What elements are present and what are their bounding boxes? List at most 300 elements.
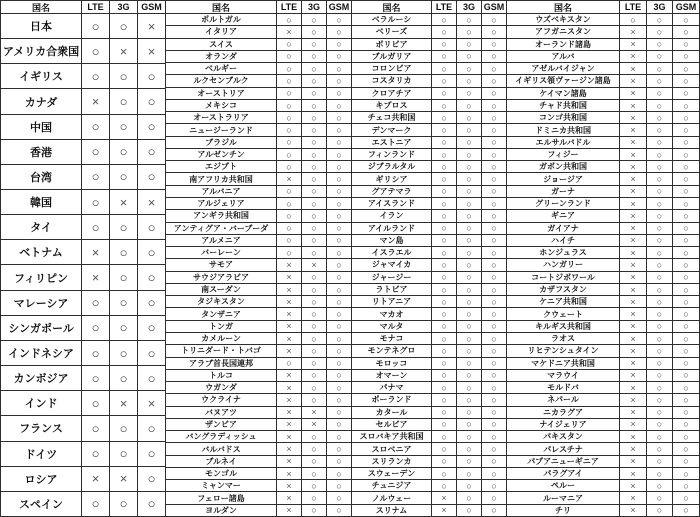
3g-cell: ○ [457, 14, 482, 26]
3g-cell: ○ [647, 124, 673, 136]
3g-cell: ○ [110, 316, 138, 341]
gsm-cell: ○ [327, 259, 352, 271]
3g-cell: ○ [647, 382, 673, 394]
3g-cell: ○ [647, 272, 673, 284]
lte-header: LTE [432, 1, 457, 14]
3g-cell: ○ [457, 235, 482, 247]
lte-cell: × [620, 456, 647, 468]
country-cell: トルコ [166, 370, 277, 382]
lte-cell: ○ [432, 75, 457, 87]
lte-cell: ○ [432, 223, 457, 235]
3g-cell: ○ [302, 468, 327, 480]
3g-cell: ○ [302, 358, 327, 370]
3g-cell: × [110, 39, 138, 64]
country-cell: トリニダード・トバゴ [166, 345, 277, 357]
3g-cell: ○ [302, 431, 327, 443]
country-cell: ウガンダ [166, 382, 277, 394]
lte-cell: ○ [277, 75, 302, 87]
lte-cell: × [277, 26, 302, 38]
gsm-header: GSM [138, 1, 166, 14]
3g-cell: ○ [457, 456, 482, 468]
country-cell: ケイマン諸島 [507, 88, 620, 100]
lte-cell: ○ [82, 391, 110, 416]
gsm-cell: ○ [673, 39, 700, 51]
3g-cell: ○ [457, 100, 482, 112]
lte-cell: ○ [432, 100, 457, 112]
gsm-cell: ○ [482, 173, 507, 185]
3g-cell: ○ [302, 112, 327, 124]
country-cell: メキシコ [166, 100, 277, 112]
lte-cell: ○ [432, 419, 457, 431]
country-cell: スリランカ [352, 456, 432, 468]
3g-cell: ○ [302, 223, 327, 235]
gsm-cell: ○ [673, 358, 700, 370]
lte-cell: × [620, 149, 647, 161]
gsm-cell: ○ [327, 345, 352, 357]
3g-cell: ○ [647, 468, 673, 480]
gsm-cell: ○ [482, 272, 507, 284]
3g-cell: ○ [302, 39, 327, 51]
lte-cell: ○ [82, 316, 110, 341]
lte-cell: × [277, 492, 302, 504]
country-cell: ベラルーシ [352, 14, 432, 26]
lte-cell: ○ [432, 198, 457, 210]
country-group-3 [352, 0, 507, 517]
gsm-cell: ○ [482, 407, 507, 419]
lte-cell: × [620, 39, 647, 51]
gsm-cell: ○ [673, 26, 700, 38]
3g-cell: ○ [457, 75, 482, 87]
lte-cell: ○ [432, 247, 457, 259]
lte-cell: ○ [432, 358, 457, 370]
lte-cell: × [620, 296, 647, 308]
lte-cell: × [620, 186, 647, 198]
lte-cell: × [620, 137, 647, 149]
gsm-cell: ○ [327, 296, 352, 308]
gsm-cell: ○ [327, 149, 352, 161]
gsm-cell: ○ [673, 210, 700, 222]
3g-cell: ○ [302, 51, 327, 63]
country-cell: コンゴ共和国 [507, 112, 620, 124]
lte-cell: ○ [277, 14, 302, 26]
lte-cell: × [620, 431, 647, 443]
country-cell: スイス [166, 39, 277, 51]
country-cell: グリーンランド [507, 198, 620, 210]
lte-cell: ○ [82, 366, 110, 391]
gsm-cell: ○ [138, 316, 166, 341]
gsm-cell: ○ [482, 63, 507, 75]
gsm-cell: ○ [327, 308, 352, 320]
lte-cell: × [620, 468, 647, 480]
3g-cell: ○ [647, 88, 673, 100]
country-cell: マン島 [352, 235, 432, 247]
lte-cell: ○ [277, 223, 302, 235]
country-cell: モロッコ [352, 358, 432, 370]
3g-cell: ○ [457, 39, 482, 51]
3g-cell: × [110, 391, 138, 416]
country-cell: ケニア共和国 [507, 296, 620, 308]
country-cell: コスタリカ [352, 75, 432, 87]
country-cell: イラン [352, 210, 432, 222]
lte-cell: × [620, 505, 647, 517]
gsm-cell: ○ [482, 333, 507, 345]
country-cell: ボリビア [352, 39, 432, 51]
country-cell: マルタ [352, 321, 432, 333]
gsm-cell: ○ [327, 370, 352, 382]
3g-cell: ○ [302, 26, 327, 38]
gsm-cell: ○ [673, 394, 700, 406]
3g-cell: ○ [647, 210, 673, 222]
lte-cell: ○ [277, 235, 302, 247]
gsm-cell: ○ [673, 431, 700, 443]
gsm-cell: ○ [673, 161, 700, 173]
3g-cell: ○ [110, 140, 138, 165]
gsm-cell: ○ [327, 51, 352, 63]
3g-cell: ○ [457, 247, 482, 259]
gsm-header: GSM [673, 1, 700, 14]
gsm-cell: ○ [673, 75, 700, 87]
lte-cell: ○ [82, 39, 110, 64]
country-cell: カタール [352, 407, 432, 419]
3g-cell: ○ [647, 75, 673, 87]
lte-cell: × [620, 419, 647, 431]
gsm-cell: ○ [138, 140, 166, 165]
country-cell: アゼルバイジャン [507, 63, 620, 75]
country-cell: マケドニア共和国 [507, 358, 620, 370]
lte-cell: × [277, 321, 302, 333]
country-header: 国名 [507, 1, 620, 14]
3g-cell: ○ [302, 345, 327, 357]
country-cell: ジャマイカ [352, 259, 432, 271]
3g-cell: ○ [647, 358, 673, 370]
country-cell: ポルトガル [166, 14, 277, 26]
country-cell: ラオス [507, 333, 620, 345]
3g-header: 3G [457, 1, 482, 14]
lte-cell: ○ [432, 186, 457, 198]
country-cell: アメリカ合衆国 [1, 39, 82, 64]
lte-cell: × [620, 345, 647, 357]
gsm-cell: ○ [673, 259, 700, 271]
gsm-cell: ○ [673, 480, 700, 492]
gsm-cell: × [138, 14, 166, 39]
lte-cell: ○ [432, 14, 457, 26]
lte-cell: × [620, 358, 647, 370]
3g-cell: ○ [647, 26, 673, 38]
country-cell: イタリア [166, 26, 277, 38]
lte-cell: × [82, 89, 110, 114]
country-cell: オーストリア [166, 88, 277, 100]
gsm-cell: ○ [673, 382, 700, 394]
country-cell: ロシア [1, 467, 82, 492]
lte-cell: × [277, 296, 302, 308]
lte-cell: ○ [432, 407, 457, 419]
3g-cell: × [110, 190, 138, 215]
country-cell: イギリス [1, 64, 82, 89]
3g-cell: ○ [457, 149, 482, 161]
3g-cell: ○ [647, 407, 673, 419]
country-cell: バングラディッシュ [166, 431, 277, 443]
3g-cell: ○ [457, 198, 482, 210]
3g-cell: ○ [647, 443, 673, 455]
lte-cell: ○ [432, 259, 457, 271]
gsm-cell: ○ [673, 247, 700, 259]
country-cell: ギニア [507, 210, 620, 222]
lte-cell: ○ [82, 442, 110, 467]
lte-cell: × [620, 370, 647, 382]
lte-cell: ○ [432, 394, 457, 406]
country-cell: ペルー [507, 480, 620, 492]
3g-cell: ○ [302, 210, 327, 222]
lte-cell: × [277, 173, 302, 185]
3g-cell: ○ [647, 39, 673, 51]
3g-cell: ○ [457, 296, 482, 308]
lte-header: LTE [620, 1, 647, 14]
lte-cell: ○ [432, 284, 457, 296]
3g-cell: ○ [457, 333, 482, 345]
3g-cell: ○ [457, 88, 482, 100]
country-cell: アンティグア・バーブーダ [166, 223, 277, 235]
country-cell: マレーシア [1, 291, 82, 316]
lte-cell: ○ [277, 124, 302, 136]
country-cell: パキスタン [507, 431, 620, 443]
country-cell: アルメニア [166, 235, 277, 247]
lte-cell: ○ [82, 165, 110, 190]
lte-cell: × [277, 431, 302, 443]
country-cell: リトアニア [352, 296, 432, 308]
gsm-cell: ○ [138, 115, 166, 140]
country-cell: ベルギー [166, 63, 277, 75]
lte-cell: × [277, 308, 302, 320]
gsm-cell: ○ [138, 366, 166, 391]
lte-cell: × [277, 345, 302, 357]
lte-cell: × [620, 112, 647, 124]
3g-cell: ○ [647, 259, 673, 271]
lte-cell: ○ [82, 215, 110, 240]
country-cell: ハイチ [507, 235, 620, 247]
country-cell: サウジアラビア [166, 272, 277, 284]
country-cell: モナコ [352, 333, 432, 345]
country-cell: ホンジュラス [507, 247, 620, 259]
lte-cell: × [620, 308, 647, 320]
gsm-cell: ○ [673, 456, 700, 468]
lte-cell: × [620, 210, 647, 222]
country-group-4 [507, 0, 700, 517]
gsm-cell: ○ [673, 198, 700, 210]
3g-cell: ○ [647, 308, 673, 320]
lte-cell: × [277, 259, 302, 271]
3g-cell: ○ [457, 468, 482, 480]
3g-cell: ○ [457, 137, 482, 149]
country-cell: アルジェリア [166, 198, 277, 210]
lte-cell: × [620, 100, 647, 112]
3g-cell: ○ [110, 64, 138, 89]
gsm-cell: ○ [673, 124, 700, 136]
gsm-cell: ○ [673, 235, 700, 247]
gsm-cell: ○ [673, 296, 700, 308]
country-cell: ブルガリア [352, 51, 432, 63]
gsm-cell: ○ [673, 321, 700, 333]
gsm-cell: ○ [482, 443, 507, 455]
3g-cell: ○ [647, 14, 673, 26]
gsm-cell: ○ [327, 186, 352, 198]
lte-cell: × [620, 235, 647, 247]
3g-cell: ○ [647, 333, 673, 345]
lte-cell: × [620, 407, 647, 419]
3g-cell: ○ [457, 51, 482, 63]
country-cell: ベトナム [1, 240, 82, 265]
lte-cell: ○ [82, 492, 110, 517]
gsm-cell: ○ [138, 416, 166, 441]
lte-cell: × [620, 492, 647, 504]
3g-cell: ○ [647, 51, 673, 63]
gsm-cell: ○ [482, 88, 507, 100]
lte-cell: ○ [432, 173, 457, 185]
3g-cell: ○ [302, 505, 327, 517]
lte-cell: ○ [277, 100, 302, 112]
gsm-cell: ○ [482, 431, 507, 443]
gsm-header: GSM [327, 1, 352, 14]
country-cell: ジャージー [352, 272, 432, 284]
country-cell: スリナム [352, 505, 432, 517]
country-cell: ガボン共和国 [507, 161, 620, 173]
gsm-cell: ○ [482, 26, 507, 38]
3g-header: 3G [647, 1, 673, 14]
gsm-cell: ○ [327, 88, 352, 100]
gsm-cell: ○ [327, 137, 352, 149]
lte-cell: ○ [277, 39, 302, 51]
country-cell: カナダ [1, 89, 82, 114]
3g-cell: ○ [647, 456, 673, 468]
gsm-cell: ○ [482, 75, 507, 87]
3g-cell: ○ [457, 223, 482, 235]
3g-cell: ○ [647, 370, 673, 382]
lte-cell: × [620, 26, 647, 38]
lte-cell: × [620, 88, 647, 100]
gsm-cell: ○ [482, 259, 507, 271]
country-cell: タジキスタン [166, 296, 277, 308]
3g-cell: ○ [110, 291, 138, 316]
3g-cell: ○ [110, 442, 138, 467]
3g-cell: ○ [302, 394, 327, 406]
lte-cell: ○ [277, 358, 302, 370]
country-cell: スウェーデン [352, 468, 432, 480]
gsm-cell: ○ [327, 14, 352, 26]
country-cell: ザンビア [166, 419, 277, 431]
3g-cell: ○ [110, 416, 138, 441]
country-cell: イギリス領ヴァージン諸島 [507, 75, 620, 87]
3g-cell: ○ [647, 63, 673, 75]
3g-cell: ○ [302, 370, 327, 382]
country-cell: バルバドス [166, 443, 277, 455]
lte-cell: × [620, 173, 647, 185]
gsm-cell: ○ [327, 480, 352, 492]
3g-cell: ○ [302, 296, 327, 308]
lte-cell: × [277, 456, 302, 468]
3g-cell: ○ [457, 173, 482, 185]
country-cell: モンテネグロ [352, 345, 432, 357]
lte-cell: × [620, 161, 647, 173]
lte-cell: ○ [277, 186, 302, 198]
country-cell: カザフスタン [507, 284, 620, 296]
3g-cell: ○ [457, 186, 482, 198]
country-cell: バーレーン [166, 247, 277, 259]
lte-cell: ○ [82, 291, 110, 316]
lte-cell: ○ [82, 140, 110, 165]
lte-cell: ○ [432, 63, 457, 75]
lte-cell: × [620, 394, 647, 406]
country-cell: キルギス共和国 [507, 321, 620, 333]
gsm-cell: ○ [673, 137, 700, 149]
country-cell: クウェート [507, 308, 620, 320]
3g-cell: ○ [302, 149, 327, 161]
country-cell: パラグアイ [507, 468, 620, 480]
gsm-cell: ○ [482, 124, 507, 136]
lte-cell: ○ [432, 333, 457, 345]
lte-cell: × [277, 419, 302, 431]
gsm-cell: ○ [482, 39, 507, 51]
3g-cell: ○ [302, 480, 327, 492]
lte-cell: ○ [432, 370, 457, 382]
country-cell: バヌアツ [166, 407, 277, 419]
country-group-2 [166, 0, 352, 517]
country-cell: 中国 [1, 115, 82, 140]
country-cell: ギリシア [352, 173, 432, 185]
3g-cell: ○ [647, 321, 673, 333]
gsm-header: GSM [482, 1, 507, 14]
3g-cell: ○ [110, 115, 138, 140]
3g-cell: ○ [647, 198, 673, 210]
gsm-cell: ○ [673, 88, 700, 100]
lte-cell: ○ [277, 161, 302, 173]
country-cell: オランダ [166, 51, 277, 63]
country-cell: 日本 [1, 14, 82, 39]
lte-cell: ○ [277, 88, 302, 100]
3g-cell: ○ [302, 333, 327, 345]
country-cell: ルクセンブルク [166, 75, 277, 87]
lte-cell: ○ [432, 112, 457, 124]
gsm-cell: ○ [482, 358, 507, 370]
country-group-1 [0, 0, 166, 517]
gsm-cell: ○ [673, 370, 700, 382]
gsm-cell: ○ [327, 333, 352, 345]
gsm-cell: ○ [482, 247, 507, 259]
country-cell: エルサルバドル [507, 137, 620, 149]
lte-cell: × [82, 467, 110, 492]
country-cell: ガーナ [507, 186, 620, 198]
3g-cell: ○ [457, 272, 482, 284]
gsm-cell: ○ [138, 64, 166, 89]
lte-cell: × [277, 407, 302, 419]
lte-header: LTE [82, 1, 110, 14]
gsm-cell: ○ [327, 223, 352, 235]
3g-cell: × [302, 419, 327, 431]
lte-cell: × [277, 382, 302, 394]
3g-cell: ○ [302, 124, 327, 136]
3g-cell: ○ [457, 63, 482, 75]
gsm-cell: ○ [327, 75, 352, 87]
gsm-cell: ○ [327, 456, 352, 468]
gsm-cell: ○ [138, 467, 166, 492]
gsm-cell: ○ [673, 419, 700, 431]
country-cell: グアテマラ [352, 186, 432, 198]
lte-cell: ○ [432, 480, 457, 492]
country-cell: ウズベキスタン [507, 14, 620, 26]
lte-cell: × [277, 333, 302, 345]
3g-cell: ○ [647, 223, 673, 235]
gsm-cell: ○ [482, 456, 507, 468]
lte-cell: ○ [432, 149, 457, 161]
gsm-cell: ○ [482, 296, 507, 308]
